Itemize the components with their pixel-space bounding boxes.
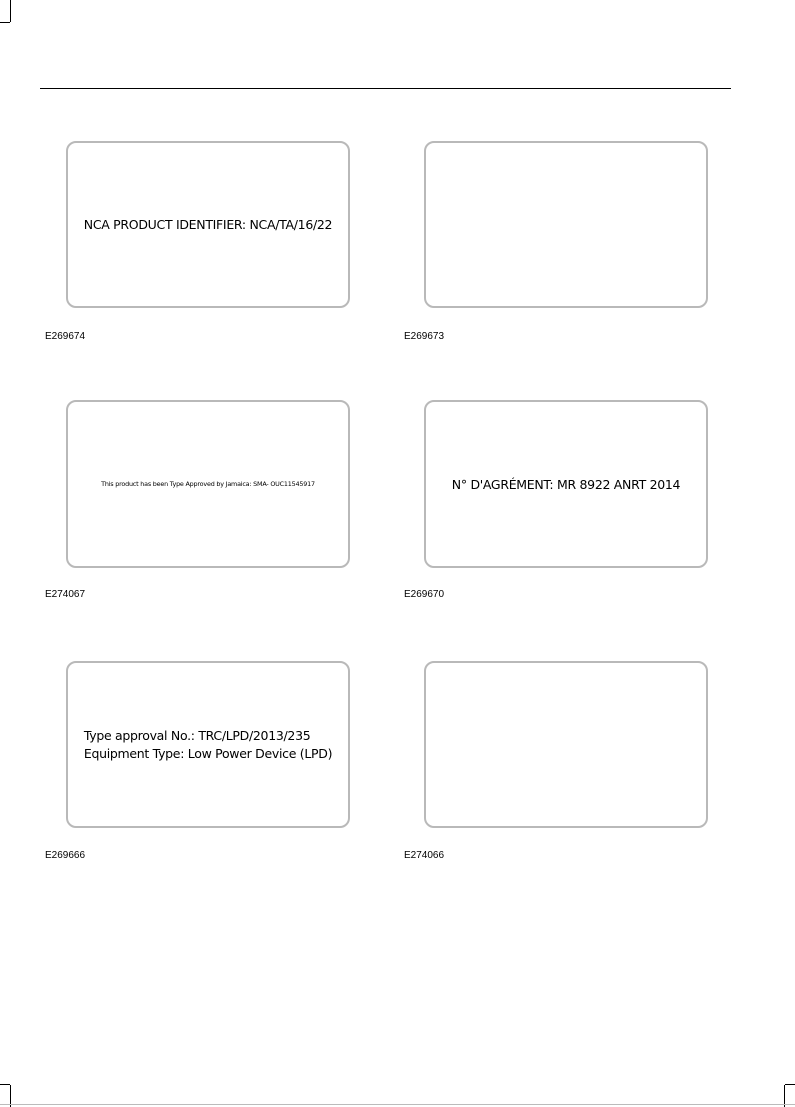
label-blank-2 [424,661,708,828]
label-trc-line-2: Equipment Type: Low Power Device (LPD) [83,745,333,761]
image-code: E274067 [45,589,86,600]
image-code: E269670 [404,589,445,600]
label-trc-line-1: Type approval No.: TRC/LPD/2013/235 [83,727,311,743]
header-rule [40,88,731,89]
label-nca-text: NCA PRODUCT IDENTIFIER: NCA/TA/16/22 [83,217,333,232]
crop-mark-top-left [10,0,11,22]
label-jamaica-text: This product has been Type Approved by Jamaica: SMA- OUC11545917 [101,480,315,488]
label-morocco [424,400,708,568]
label-blank-1 [424,141,708,308]
label-trc-text [84,727,332,763]
label-jamaica [66,400,350,568]
image-code: E274066 [404,850,445,861]
label-nca [66,141,350,308]
crop-mark-top-left-h [0,22,10,23]
image-code: E269674 [45,331,86,342]
bottom-edge-line [0,1104,795,1105]
image-code: E269666 [45,850,86,861]
label-trc [66,661,350,828]
image-code: E269673 [404,331,445,342]
crop-mark-bottom-left-h [0,1084,10,1085]
label-morocco-text: N° D'AGRÉMENT: MR 8922 ANRT 2014 [451,476,681,492]
crop-mark-bottom-right-h [785,1084,795,1085]
